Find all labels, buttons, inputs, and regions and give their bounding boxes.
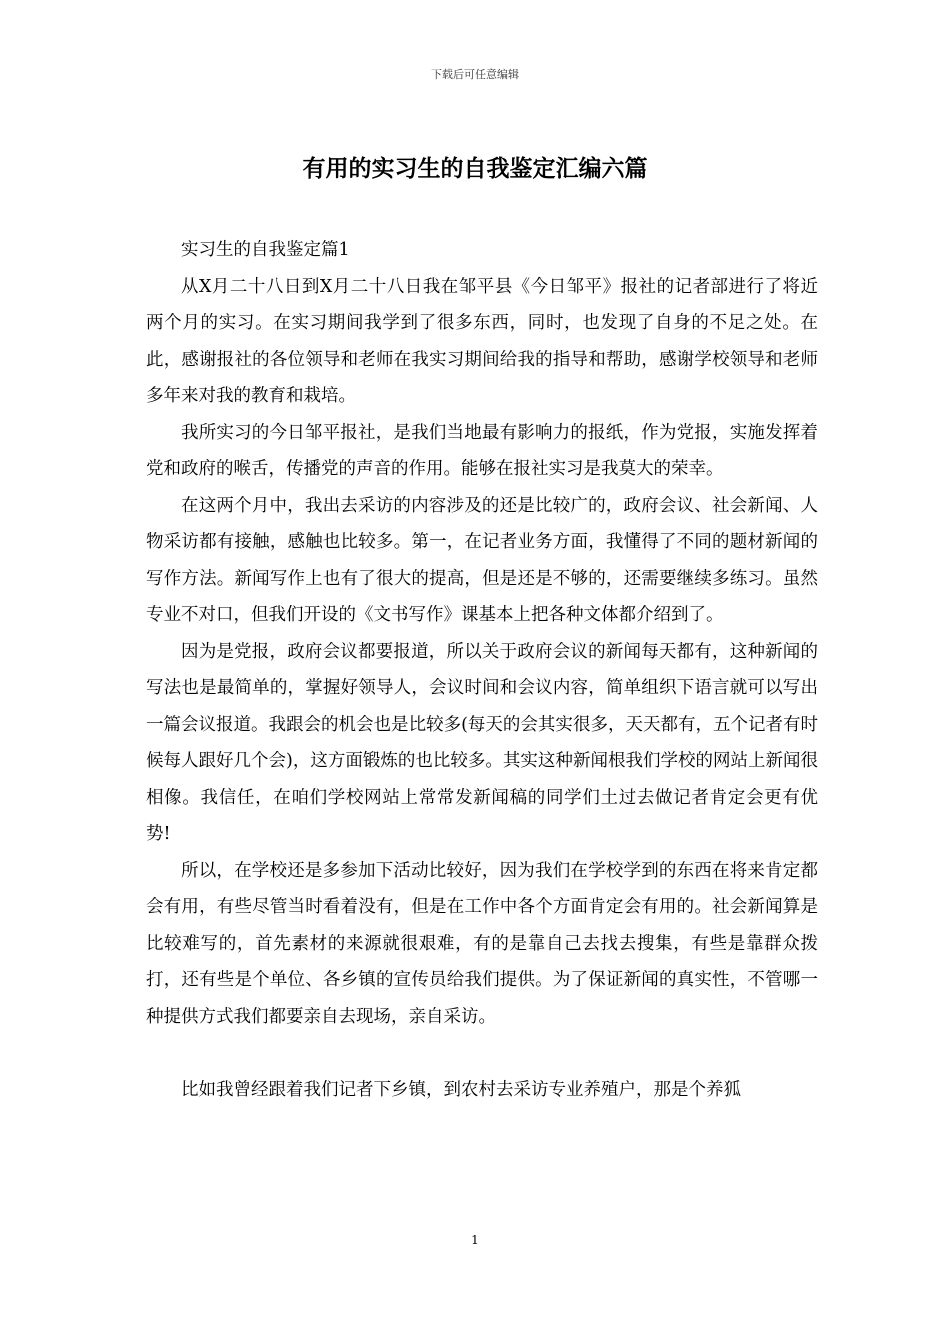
- paragraph: 所以，在学校还是多参加下活动比较好，因为我们在学校学到的东西在将来肯定都会有用，有些尽管当时看着没有，但是在工作中各个方面肯定会有用的。社会新闻算是比较难写的，首先素材的来源就很艰难，有的是靠自己去找去搜集，有些是靠群众拨打，还有些是个单位、各乡镇的宣传员给我们提供。为了保证新闻的真实性，不管哪一种提供方式我们都要亲自去现场，亲自采访。: [146, 860, 818, 1027]
- paragraph: 在这两个月中，我出去采访的内容涉及的还是比较广的，政府会议、社会新闻、人物采访都有接触，感触也比较多。第一，在记者业务方面，我懂得了不同的题材新闻的写作方法。新闻写作上也有了很大的提高，但是还是不够的，还需要继续多练习。虽然专业不对口，但我们开设的《文书写作》课基本上把各种文体都介绍到了。: [146, 495, 818, 625]
- header-note: 下载后可任意编辑: [431, 68, 519, 81]
- document-body: [146, 232, 818, 1108]
- paragraph: 因为是党报，政府会议都要报道，所以关于政府会议的新闻每天都有，这种新闻的写法也是最简单的，掌握好领导人，会议时间和会议内容，简单组织下语言就可以写出一篇会议报道。我跟会的机会也是比较多(每天的会其实很多，天天都有，五个记者有时候每人跟好几个会)，这方面锻炼的也比较多。其实这种新闻根我们学校的网站上新闻很相像。我信任，在咱们学校网站上常常发新闻稿的同学们土过去做记者肯定会更有优势!: [146, 641, 818, 844]
- page-number: 1: [471, 1233, 479, 1247]
- paragraph: 从X月二十八日到X月二十八日我在邹平县《今日邹平》报社的记者部进行了将近两个月的实习。在实习期间我学到了很多东西，同时，也发现了自身的不足之处。在此，感谢报社的各位领导和老师在我实习期间给我的指导和帮助，感谢学校领导和老师多年来对我的教育和栽培。: [146, 276, 818, 406]
- section-heading: 实习生的自我鉴定篇1: [181, 240, 350, 260]
- paragraph: 比如我曾经跟着我们记者下乡镇，到农村去采访专业养殖户，那是个养狐: [181, 1079, 741, 1100]
- document-title: 有用的实习生的自我鉴定汇编六篇: [302, 156, 648, 182]
- paragraph: 我所实习的今日邹平报社，是我们当地最有影响力的报纸，作为党报，实施发挥着党和政府的喉舌，传播党的声音的作用。能够在报社实习是我莫大的荣幸。: [146, 422, 818, 479]
